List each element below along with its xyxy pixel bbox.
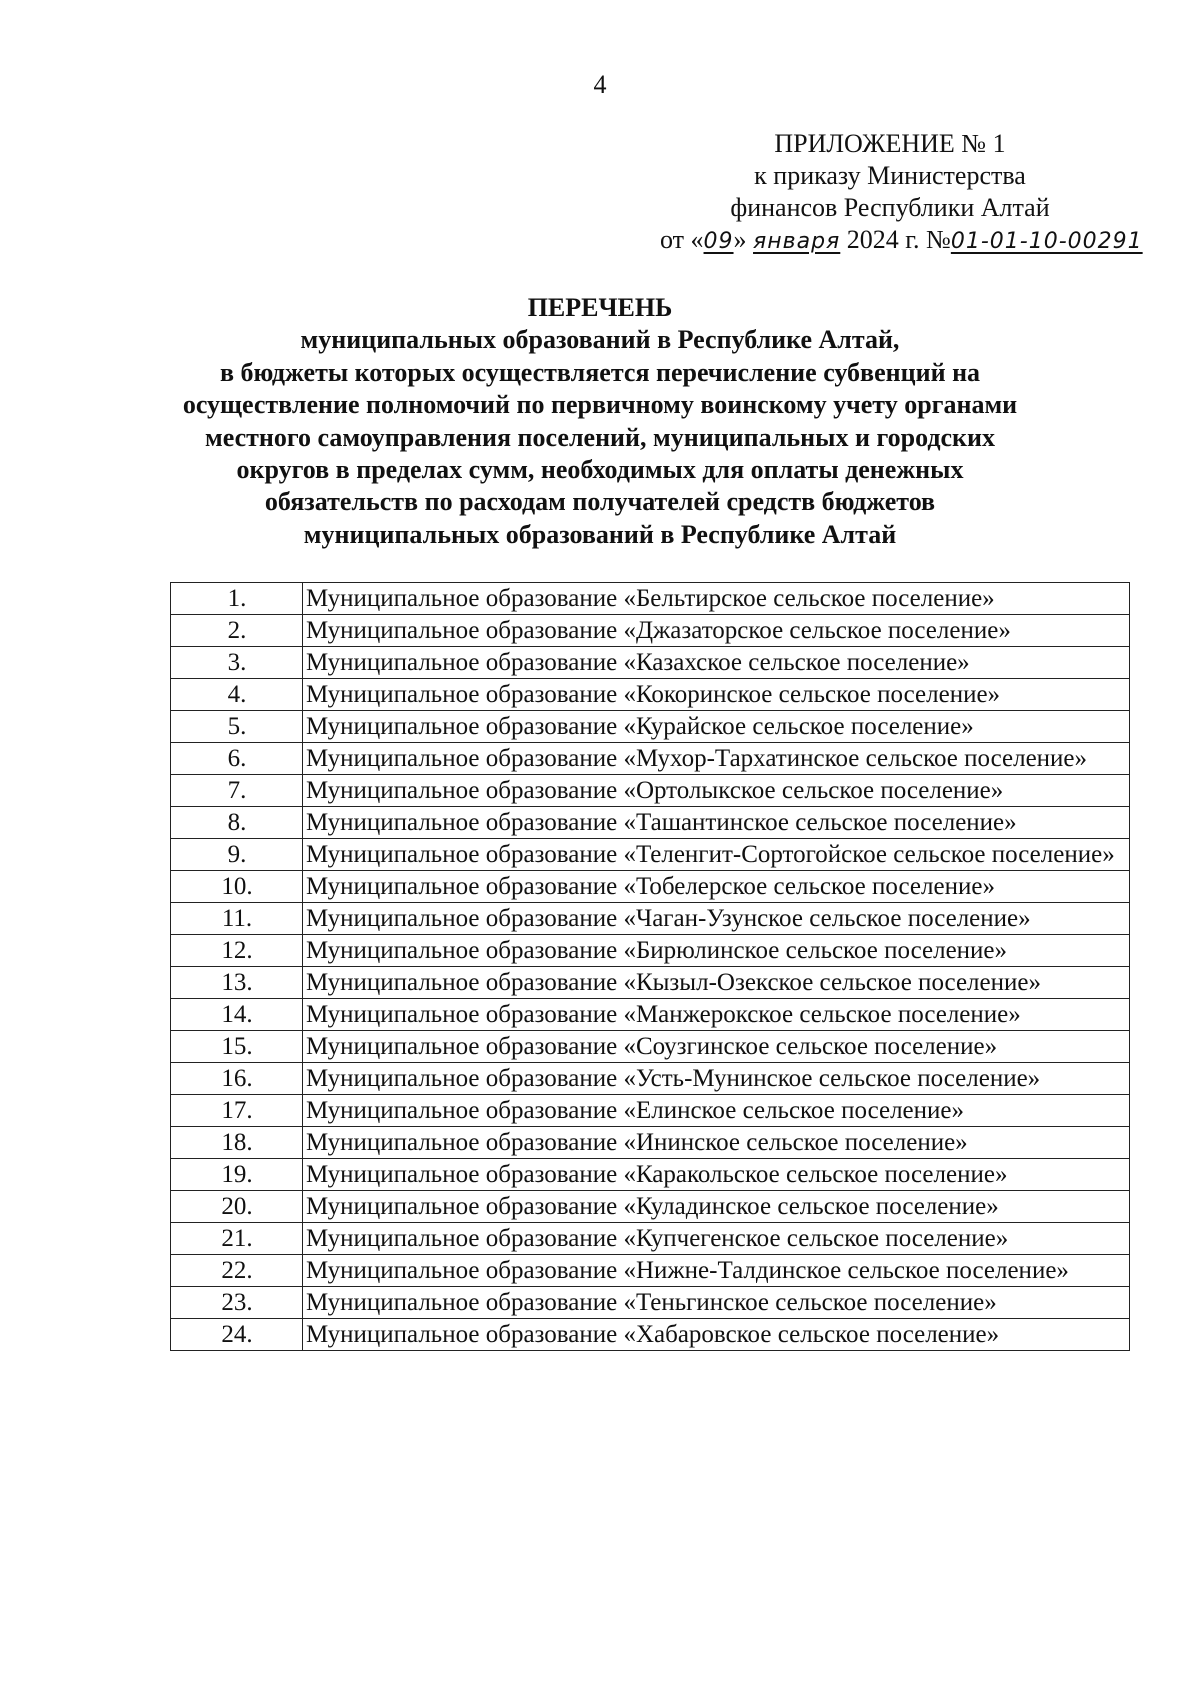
row-name: Муниципальное образование «Усть-Мунинское сельское поселение» bbox=[303, 1063, 1130, 1095]
row-number: 13. bbox=[171, 967, 303, 999]
table-row bbox=[171, 967, 1130, 999]
appendix-block bbox=[660, 128, 1143, 258]
row-number: 5. bbox=[171, 711, 303, 743]
heading-line: в бюджеты которых осуществляется перечисление субвенций на bbox=[219, 357, 981, 387]
row-name: Муниципальное образование «Мухор-Тархатинское сельское поселение» bbox=[303, 743, 1130, 775]
row-name: Муниципальное образование «Бельтирское сельское поселение» bbox=[303, 583, 1130, 615]
row-name: Муниципальное образование «Тобелерское сельское поселение» bbox=[303, 871, 1130, 903]
row-number: 24. bbox=[171, 1319, 303, 1351]
row-name: Муниципальное образование «Куладинское сельское поселение» bbox=[303, 1191, 1130, 1223]
row-number: 4. bbox=[171, 679, 303, 711]
row-number: 3. bbox=[171, 647, 303, 679]
row-number: 21. bbox=[171, 1223, 303, 1255]
municipalities-table bbox=[170, 582, 1130, 1351]
row-number: 12. bbox=[171, 935, 303, 967]
row-number: 11. bbox=[171, 903, 303, 935]
table-row bbox=[171, 1255, 1130, 1287]
row-number: 20. bbox=[171, 1191, 303, 1223]
row-name: Муниципальное образование «Бирюлинское сельское поселение» bbox=[303, 935, 1130, 967]
row-name: Муниципальное образование «Кызыл-Озекское сельское поселение» bbox=[303, 967, 1130, 999]
row-number: 7. bbox=[171, 775, 303, 807]
appendix-date-line bbox=[660, 224, 1143, 258]
heading-line: обязательств по расходам получателей средств бюджетов bbox=[264, 487, 936, 517]
heading-line: осуществление полномочий по первичному воинскому учету органами bbox=[182, 390, 1018, 420]
heading-line: муниципальных образований в Республике Алтай bbox=[303, 519, 897, 549]
table-row bbox=[171, 1287, 1130, 1319]
row-name: Муниципальное образование «Каракольское сельское поселение» bbox=[303, 1159, 1130, 1191]
row-number: 17. bbox=[171, 1095, 303, 1127]
appendix-line-2: к приказу Министерства bbox=[754, 161, 1026, 190]
row-number: 2. bbox=[171, 615, 303, 647]
row-name: Муниципальное образование «Теленгит-Сортогойское сельское поселение» bbox=[303, 839, 1130, 871]
table-row bbox=[171, 999, 1130, 1031]
table-row bbox=[171, 615, 1130, 647]
heading-line: муниципальных образований в Республике Алтай, bbox=[300, 325, 900, 355]
row-number: 8. bbox=[171, 807, 303, 839]
row-name: Муниципальное образование «Купчегенское сельское поселение» bbox=[303, 1223, 1130, 1255]
date-sep: » bbox=[733, 225, 747, 254]
date-month: января bbox=[753, 229, 841, 254]
table-row bbox=[171, 839, 1130, 871]
page-number: 4 bbox=[593, 70, 607, 99]
row-name: Муниципальное образование «Ташантинское сельское поселение» bbox=[303, 807, 1130, 839]
row-name: Муниципальное образование «Кокоринское сельское поселение» bbox=[303, 679, 1130, 711]
table-row bbox=[171, 807, 1130, 839]
row-number: 6. bbox=[171, 743, 303, 775]
row-name: Муниципальное образование «Чаган-Узунское сельское поселение» bbox=[303, 903, 1130, 935]
appendix-line-3: финансов Республики Алтай bbox=[730, 193, 1050, 222]
table-row bbox=[171, 903, 1130, 935]
row-number: 23. bbox=[171, 1287, 303, 1319]
table-row bbox=[171, 583, 1130, 615]
row-name: Муниципальное образование «Теньгинское сельское поселение» bbox=[303, 1287, 1130, 1319]
table-row bbox=[171, 1319, 1130, 1351]
row-name: Муниципальное образование «Соузгинское сельское поселение» bbox=[303, 1031, 1130, 1063]
row-number: 10. bbox=[171, 871, 303, 903]
row-number: 18. bbox=[171, 1127, 303, 1159]
row-name: Муниципальное образование «Елинское сельское поселение» bbox=[303, 1095, 1130, 1127]
table-row bbox=[171, 935, 1130, 967]
row-name: Муниципальное образование «Манжерокское сельское поселение» bbox=[303, 999, 1130, 1031]
heading-title: ПЕРЕЧЕНЬ bbox=[527, 293, 673, 322]
order-number: 01-01-10-00291 bbox=[950, 229, 1143, 254]
table-row bbox=[171, 871, 1130, 903]
table-row bbox=[171, 1191, 1130, 1223]
appendix-title: ПРИЛОЖЕНИЕ № 1 bbox=[774, 129, 1006, 158]
table-row bbox=[171, 775, 1130, 807]
document-heading bbox=[0, 292, 1200, 551]
table-row bbox=[171, 711, 1130, 743]
table-row bbox=[171, 1127, 1130, 1159]
date-day: 09 bbox=[703, 229, 734, 254]
date-prefix: от « bbox=[660, 225, 704, 254]
table-row bbox=[171, 679, 1130, 711]
row-number: 16. bbox=[171, 1063, 303, 1095]
table-row bbox=[171, 1159, 1130, 1191]
row-number: 1. bbox=[171, 583, 303, 615]
row-number: 22. bbox=[171, 1255, 303, 1287]
row-name: Муниципальное образование «Нижне-Талдинское сельское поселение» bbox=[303, 1255, 1130, 1287]
row-name: Муниципальное образование «Курайское сельское поселение» bbox=[303, 711, 1130, 743]
row-number: 9. bbox=[171, 839, 303, 871]
row-name: Муниципальное образование «Джазаторское сельское поселение» bbox=[303, 615, 1130, 647]
row-number: 14. bbox=[171, 999, 303, 1031]
row-number: 15. bbox=[171, 1031, 303, 1063]
table-row bbox=[171, 1031, 1130, 1063]
row-name: Муниципальное образование «Казахское сельское поселение» bbox=[303, 647, 1130, 679]
table-row bbox=[171, 1063, 1130, 1095]
table-row bbox=[171, 647, 1130, 679]
table-row bbox=[171, 1095, 1130, 1127]
row-name: Муниципальное образование «Ининское сельское поселение» bbox=[303, 1127, 1130, 1159]
table-row bbox=[171, 1223, 1130, 1255]
date-year: 2024 г. № bbox=[846, 225, 951, 254]
row-number: 19. bbox=[171, 1159, 303, 1191]
heading-line: округов в пределах сумм, необходимых для оплаты денежных bbox=[236, 455, 964, 485]
table-row bbox=[171, 743, 1130, 775]
row-name: Муниципальное образование «Хабаровское сельское поселение» bbox=[303, 1319, 1130, 1351]
row-name: Муниципальное образование «Ортолыкское сельское поселение» bbox=[303, 775, 1130, 807]
heading-line: местного самоуправления поселений, муниципальных и городских bbox=[205, 422, 995, 452]
